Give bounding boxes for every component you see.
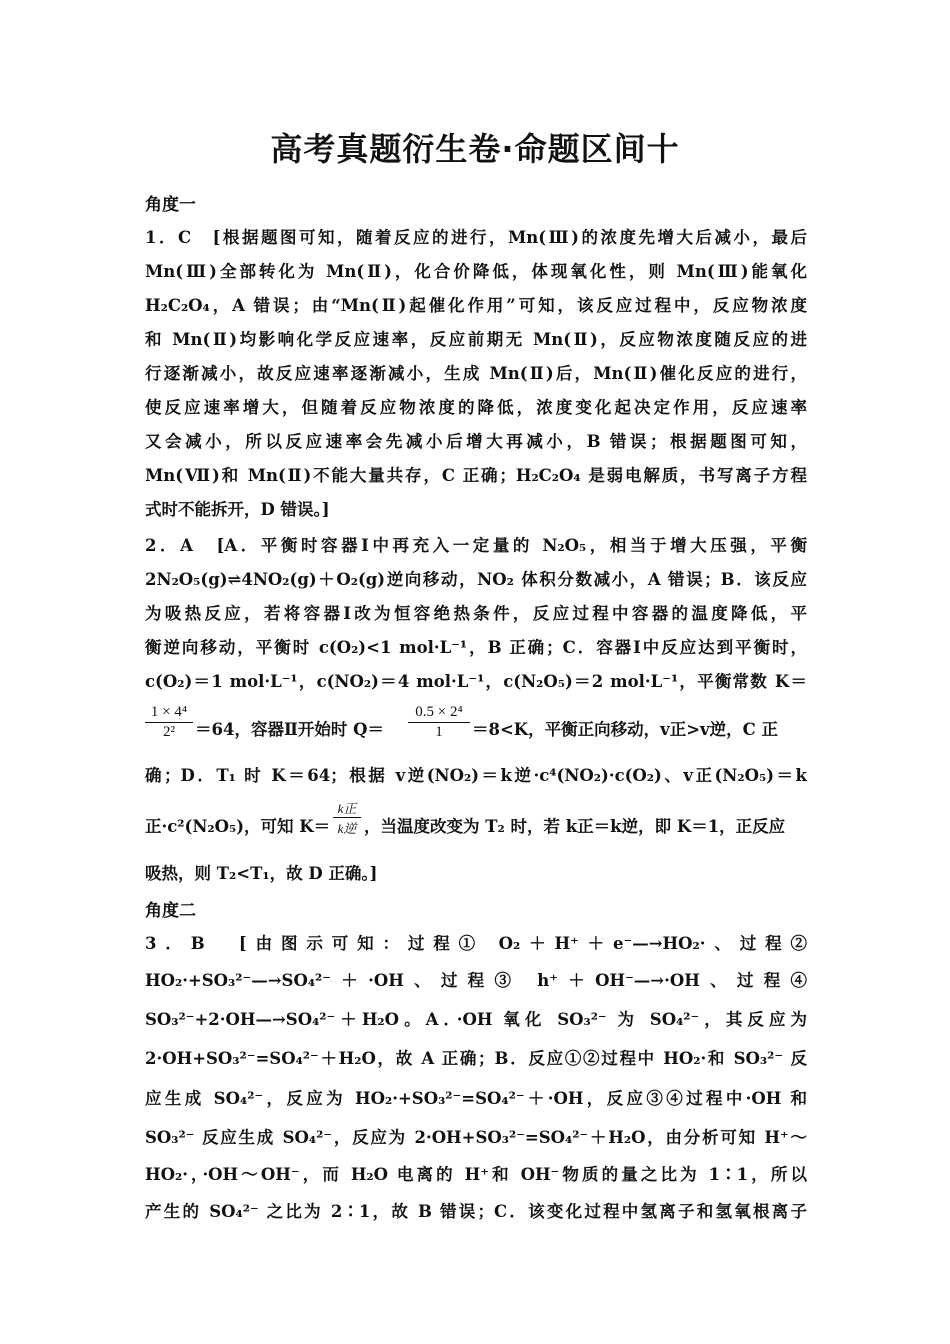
section-heading-2: 角度二 [145,901,196,921]
text-line: 为吸热反应，若将容器Ⅰ改为恒容绝热条件，反应过程中容器的温度降低，平 [145,604,807,623]
fraction-q [408,704,470,741]
text-line: 1．C [根据题图可知，随着反应的进行，Mn(Ⅲ)的浓度先增大后减小，最后 [145,228,807,247]
fraction-k [145,704,193,741]
text-line: 式时不能拆开，D 错误。] [145,500,330,519]
fraction-denominator: 2² [163,724,175,740]
text-line: 确；D．T₁ 时 K＝64；根据 v逆(NO₂)＝k逆·c⁴(NO₂)·c(O₂)、v正(N₂O₅)＝k [145,766,807,785]
text-line: Mn(Ⅶ)和 Mn(Ⅱ)不能大量共存，C 正确；H₂C₂O₄ 是弱电解质，书写离子方程 [145,466,807,485]
text-line: Mn(Ⅲ)全部转化为 Mn(Ⅱ)，化合价降低，体现氧化性，则 Mn(Ⅲ)能氧化 [145,262,807,281]
fraction-denominator: 1 [435,724,443,740]
text-line: H₂C₂O₄，A 错误；由“Mn(Ⅱ)起催化作用”可知，该反应过程中，反应物浓度 [145,296,807,315]
text-line: 应生成 SO₄²⁻，反应为 HO₂·+SO₃²⁻=SO₄²⁻＋·OH，反应③④过程中·OH 和 [145,1089,807,1108]
fraction-numerator: k正 [333,798,361,818]
text-line: HO₂·，·OH～OH⁻，而 H₂O 电离的 H⁺和 OH⁻物质的量之比为 1∶1，所以 [145,1165,807,1184]
fraction-k-ratio [333,798,361,837]
text-line: 吸热，则 T₂<T₁，故 D 正确。] [145,864,378,883]
text-line: 2N₂O₅(g)⇌4NO₂(g)＋O₂(g)逆向移动，NO₂ 体积分数减小，A 错误；B．该反应 [145,570,807,589]
text-line: 衡逆向移动，平衡时 c(O₂)<1 mol·L⁻¹，B 正确；C．容器Ⅰ中反应达到平衡时， [145,638,807,657]
text-line: c(O₂)＝1 mol·L⁻¹，c(NO₂)＝4 mol·L⁻¹，c(N₂O₅)＝2 mol·L⁻¹，平衡常数 K＝ [145,672,807,691]
text-line: 行逐渐减小，故反应速率逐渐减小，生成 Mn(Ⅱ)后，Mn(Ⅱ)催化反应的进行， [145,364,807,383]
fraction-denominator: k逆 [337,821,357,836]
text-line: ＝8<K，平衡正向移动，v正>v逆，C 正 [472,720,779,739]
text-line: 2．A [A．平衡时容器Ⅰ中再充入一定量的 N₂O₅，相当于增大压强，平衡 [145,536,807,555]
text-line: ＝64，容器Ⅱ开始时 Q＝ [195,720,384,739]
text-line: SO₃²⁻ 反应生成 SO₄²⁻，反应为 2·OH+SO₃²⁻=SO₄²⁻＋H₂O，由分析可知 H⁺～ [145,1128,807,1147]
fraction-numerator: 0.5 × 2⁴ [408,704,470,723]
text-line: 产生的 SO₄²⁻ 之比为 2∶1，故 B 错误；C．该变化过程中氢离子和氢氧根离子 [145,1202,807,1221]
text-line: ，当温度改变为 T₂ 时，若 k正＝k逆，即 K＝1，正反应 [364,817,786,836]
text-line: 使反应速率增大，但随着反应物浓度的降低，浓度变化起决定作用，反应速率 [145,398,807,417]
text-line: 2·OH+SO₃²⁻=SO₄²⁻＋H₂O，故 A 正确；B．反应①②过程中 HO₂·和 SO₃²⁻ 反 [145,1049,807,1068]
text-line: 和 Mn(Ⅱ)均影响化学反应速率，反应前期无 Mn(Ⅱ)，反应物浓度随反应的进 [145,330,807,349]
text-line: 正·c²(N₂O₅)，可知 K＝ [145,817,331,836]
section-heading-1: 角度一 [145,195,196,215]
fraction-numerator: 1 × 4⁴ [145,704,193,723]
page-title: 高考真题衍生卷·命题区间十 [270,130,680,168]
text-line: 又会减小，所以反应速率会先减小后增大再减小，B 错误；根据题图可知， [145,432,807,451]
text-line: HO₂·+SO₃²⁻—→SO₄²⁻＋·OH、过程③ h⁺＋OH⁻—→·OH、过程④ [145,971,807,990]
text-line: 3．B [由图示可知：过程① O₂＋H⁺＋e⁻—→HO₂·、过程② [145,934,807,953]
text-line: SO₃²⁻+2·OH—→SO₄²⁻＋H₂O。A．·OH 氧化 SO₃²⁻ 为 SO₄²⁻，其反应为 [145,1010,807,1029]
